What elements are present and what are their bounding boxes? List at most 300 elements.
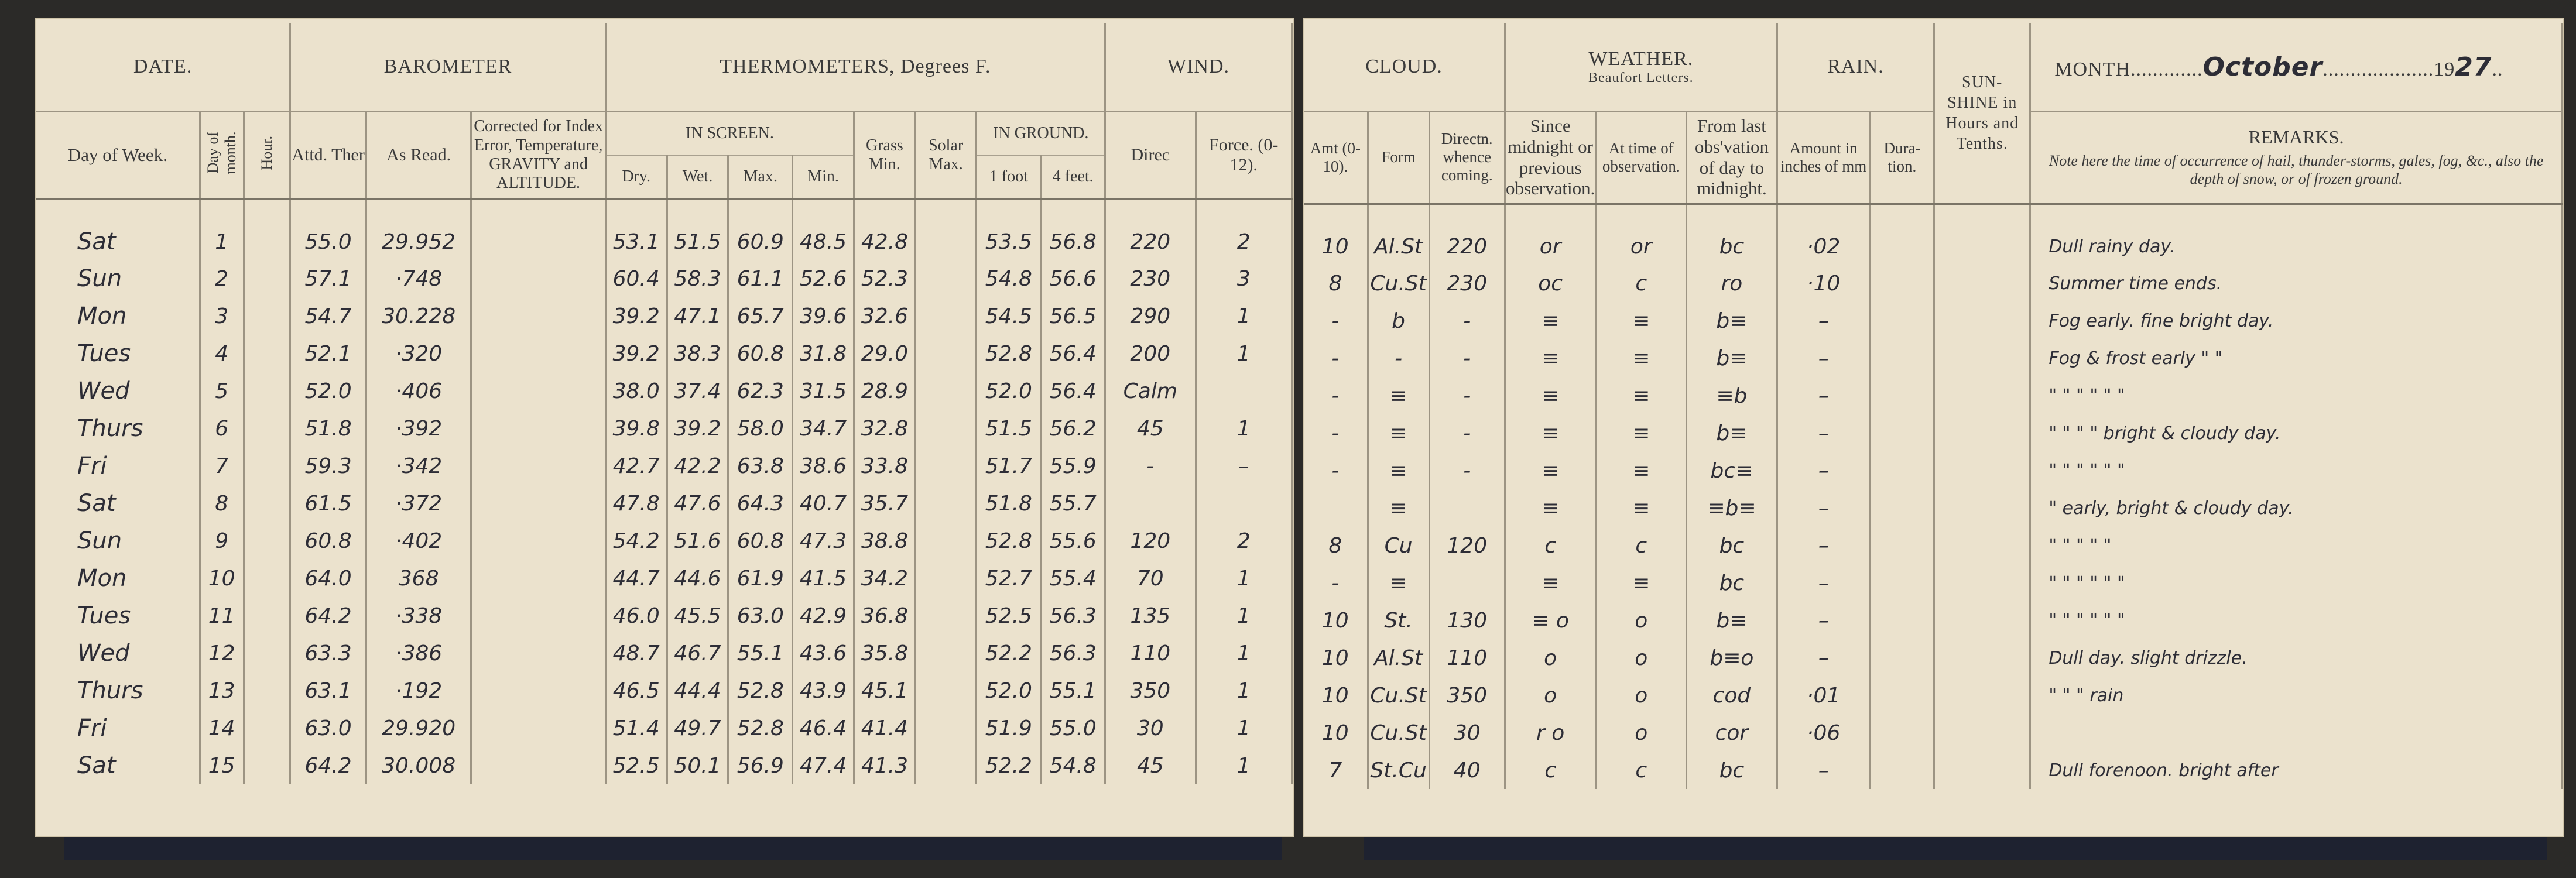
day-of-week-cell: Wed	[36, 372, 200, 410]
solar-max-cell	[915, 297, 977, 335]
ground-1ft-cell: 54.8	[977, 260, 1041, 297]
cloud-form-header: Form	[1368, 111, 1429, 204]
remarks-cell: Fog & frost early " "	[2030, 339, 2563, 377]
cloud-direction-cell: 30	[1429, 714, 1505, 752]
wind-direction-cell: 120	[1105, 522, 1196, 560]
corrected-cell	[471, 709, 605, 747]
cloud-form-cell: ≡	[1368, 564, 1429, 602]
solar-max-cell	[915, 560, 977, 597]
sunshine-cell	[1934, 527, 2030, 564]
attd-ther-cell: 61.5	[290, 485, 366, 522]
max-cell: 60.9	[728, 199, 793, 260]
wet-cell: 46.7	[667, 635, 728, 672]
weather-from-last-cell: bc	[1687, 752, 1777, 789]
attd-ther-cell: 60.8	[290, 522, 366, 560]
dry-cell: 38.0	[605, 372, 667, 410]
day-of-month-cell: 3	[200, 297, 244, 335]
wet-header: Wet.	[667, 155, 728, 199]
hour-cell	[244, 410, 290, 447]
max-cell: 60.8	[728, 335, 793, 372]
ground-4ft-cell: 56.3	[1041, 597, 1105, 635]
wind-force-cell	[1195, 485, 1292, 522]
max-cell: 61.1	[728, 260, 793, 297]
left-table-row	[36, 560, 1292, 597]
cloud-direction-cell: 350	[1429, 677, 1505, 714]
corrected-cell	[471, 410, 605, 447]
cloud-form-cell: ≡	[1368, 452, 1429, 489]
grass-min-cell: 41.3	[854, 747, 916, 784]
dry-cell: 44.7	[605, 560, 667, 597]
weather-from-last-cell: cor	[1687, 714, 1777, 752]
max-cell: 52.8	[728, 672, 793, 709]
hour-cell	[244, 447, 290, 485]
right-page	[1303, 18, 2564, 837]
cloud-form-cell: ≡	[1368, 414, 1429, 452]
ground-4ft-cell: 55.1	[1041, 672, 1105, 709]
weather-since-cell: ≡	[1505, 564, 1595, 602]
barometer-reading-cell: ·406	[366, 372, 471, 410]
dry-cell: 53.1	[605, 199, 667, 260]
weather-since-cell: ≡	[1505, 452, 1595, 489]
grass-min-cell: 34.2	[854, 560, 916, 597]
left-table-row	[36, 335, 1292, 372]
cloud-direction-cell: 230	[1429, 265, 1505, 302]
corrected-cell	[471, 297, 605, 335]
cloud-group-header: CLOUD.	[1304, 23, 1505, 111]
cloud-direction-header: Directn. whence coming.	[1429, 111, 1505, 204]
day-of-month-cell: 4	[200, 335, 244, 372]
rain-amount-cell: –	[1777, 639, 1870, 677]
corrected-cell	[471, 522, 605, 560]
weather-at-time-cell: c	[1596, 265, 1687, 302]
ground-1ft-cell: 52.5	[977, 597, 1041, 635]
ground-4ft-cell: 54.8	[1041, 747, 1105, 784]
barometer-reading-cell: ·748	[366, 260, 471, 297]
rain-amount-cell: –	[1777, 377, 1870, 414]
cloud-form-cell: ≡	[1368, 377, 1429, 414]
hour-cell	[244, 560, 290, 597]
dry-cell: 48.7	[605, 635, 667, 672]
cloud-direction-cell: 130	[1429, 602, 1505, 639]
rain-duration-cell	[1870, 339, 1934, 377]
day-of-month-header: Day of month.	[200, 111, 244, 199]
wind-direction-cell: 290	[1105, 297, 1196, 335]
rain-amount-cell: –	[1777, 302, 1870, 339]
wet-cell: 45.5	[667, 597, 728, 635]
day-of-week-header: Day of Week.	[36, 111, 200, 199]
wind-direction-cell: Calm	[1105, 372, 1196, 410]
weather-since-cell: ≡	[1505, 339, 1595, 377]
weather-from-last-cell: bc	[1687, 564, 1777, 602]
cloud-amount-cell: 8	[1304, 527, 1368, 564]
hour-cell	[244, 672, 290, 709]
ground-1ft-cell: 52.2	[977, 747, 1041, 784]
wind-group-header: WIND.	[1105, 23, 1292, 111]
remarks-cell: " " " rain	[2030, 677, 2563, 714]
wind-force-cell: –	[1195, 447, 1292, 485]
day-of-week-cell: Sat	[36, 199, 200, 260]
day-of-week-cell: Sun	[36, 260, 200, 297]
right-table	[1304, 23, 2563, 789]
solar-max-cell	[915, 485, 977, 522]
thermometers-group-header: THERMOMETERS, Degrees F.	[605, 23, 1105, 111]
grass-min-cell: 45.1	[854, 672, 916, 709]
solar-max-cell	[915, 672, 977, 709]
cloud-direction-cell	[1429, 564, 1505, 602]
corrected-cell	[471, 372, 605, 410]
rain-duration-cell	[1870, 639, 1934, 677]
rain-amount-cell: ·06	[1777, 714, 1870, 752]
min-header: Min.	[793, 155, 854, 199]
cloud-form-cell: Al.St	[1368, 639, 1429, 677]
wet-cell: 44.6	[667, 560, 728, 597]
wind-direction-cell: 30	[1105, 709, 1196, 747]
right-table-row	[1304, 564, 2563, 602]
right-table-row	[1304, 204, 2563, 265]
ground-4ft-cell: 55.0	[1041, 709, 1105, 747]
cloud-amount-cell: 10	[1304, 639, 1368, 677]
cloud-direction-cell: -	[1429, 377, 1505, 414]
day-of-month-cell: 9	[200, 522, 244, 560]
wind-force-cell: 1	[1195, 635, 1292, 672]
rain-amount-cell: –	[1777, 527, 1870, 564]
attd-ther-cell: 63.0	[290, 709, 366, 747]
solar-max-cell	[915, 635, 977, 672]
remarks-cell: Dull forenoon. bright after	[2030, 752, 2563, 789]
weather-from-last-cell: ≡b	[1687, 377, 1777, 414]
weather-since-cell: or	[1505, 204, 1595, 265]
wet-cell: 37.4	[667, 372, 728, 410]
barometer-reading-cell: 368	[366, 560, 471, 597]
hour-cell	[244, 372, 290, 410]
right-table-row	[1304, 265, 2563, 302]
left-table-row	[36, 485, 1292, 522]
weather-at-time-cell: c	[1596, 527, 1687, 564]
wind-direction-cell: 135	[1105, 597, 1196, 635]
right-table-row	[1304, 639, 2563, 677]
left-table-row	[36, 672, 1292, 709]
weather-at-time-cell: or	[1596, 204, 1687, 265]
remarks-cell: Fog early. fine bright day.	[2030, 302, 2563, 339]
weather-since-cell: oc	[1505, 265, 1595, 302]
cloud-direction-cell: -	[1429, 414, 1505, 452]
max-cell: 55.1	[728, 635, 793, 672]
min-cell: 31.8	[793, 335, 854, 372]
grass-min-cell: 42.8	[854, 199, 916, 260]
left-table-row	[36, 297, 1292, 335]
weather-at-time-cell: ≡	[1596, 302, 1687, 339]
weather-from-last-cell: bc	[1687, 204, 1777, 265]
rain-duration-header: Dura-tion.	[1870, 111, 1934, 204]
ground-1ft-cell: 52.2	[977, 635, 1041, 672]
sunshine-cell	[1934, 339, 2030, 377]
weather-at-time-cell: c	[1596, 752, 1687, 789]
grass-min-cell: 28.9	[854, 372, 916, 410]
ground-4ft-cell: 56.8	[1041, 199, 1105, 260]
wind-force-cell: 1	[1195, 747, 1292, 784]
right-table-row	[1304, 339, 2563, 377]
grass-min-header: Grass Min.	[854, 111, 916, 199]
rain-amount-cell: –	[1777, 339, 1870, 377]
right-table-row	[1304, 677, 2563, 714]
sunshine-cell	[1934, 489, 2030, 527]
hour-cell	[244, 747, 290, 784]
corrected-cell	[471, 635, 605, 672]
remarks-cell: " " " " " "	[2030, 377, 2563, 414]
hour-cell	[244, 522, 290, 560]
solar-max-cell	[915, 709, 977, 747]
max-cell: 56.9	[728, 747, 793, 784]
rain-amount-cell: –	[1777, 489, 1870, 527]
min-cell: 31.5	[793, 372, 854, 410]
ground-4ft-cell: 56.3	[1041, 635, 1105, 672]
min-cell: 43.9	[793, 672, 854, 709]
grass-min-cell: 32.8	[854, 410, 916, 447]
dry-cell: 60.4	[605, 260, 667, 297]
wet-cell: 47.1	[667, 297, 728, 335]
cloud-amount-cell: -	[1304, 452, 1368, 489]
right-table-row	[1304, 527, 2563, 564]
day-of-month-cell: 12	[200, 635, 244, 672]
weather-at-time-cell: ≡	[1596, 377, 1687, 414]
ground-1ft-cell: 51.5	[977, 410, 1041, 447]
attd-ther-cell: 57.1	[290, 260, 366, 297]
day-of-week-cell: Sun	[36, 522, 200, 560]
min-cell: 48.5	[793, 199, 854, 260]
ground-1ft-cell: 51.7	[977, 447, 1041, 485]
remarks-cell: " early, bright & cloudy day.	[2030, 489, 2563, 527]
day-of-week-cell: Thurs	[36, 410, 200, 447]
dry-cell: 39.8	[605, 410, 667, 447]
corrected-cell	[471, 447, 605, 485]
dry-cell: 42.7	[605, 447, 667, 485]
sunshine-cell	[1934, 377, 2030, 414]
date-group-header: DATE.	[36, 23, 290, 111]
dry-cell: 54.2	[605, 522, 667, 560]
solar-max-cell	[915, 447, 977, 485]
cloud-amount-cell: -	[1304, 414, 1368, 452]
remarks-cell: Dull day. slight drizzle.	[2030, 639, 2563, 677]
weather-from-last-cell: b≡o	[1687, 639, 1777, 677]
cloud-amount-cell: -	[1304, 377, 1368, 414]
barometer-reading-cell: ·392	[366, 410, 471, 447]
attd-ther-cell: 52.1	[290, 335, 366, 372]
day-of-month-cell: 1	[200, 199, 244, 260]
left-table-row	[36, 447, 1292, 485]
cloud-form-cell: Cu	[1368, 527, 1429, 564]
weather-at-time-cell: o	[1596, 602, 1687, 639]
hour-cell	[244, 297, 290, 335]
wet-cell: 42.2	[667, 447, 728, 485]
rain-amount-cell: –	[1777, 564, 1870, 602]
dry-cell: 39.2	[605, 297, 667, 335]
rain-amount-cell: ·02	[1777, 204, 1870, 265]
left-table-row	[36, 747, 1292, 784]
sunshine-cell	[1934, 452, 2030, 489]
attd-ther-cell: 63.3	[290, 635, 366, 672]
wet-cell: 51.5	[667, 199, 728, 260]
rain-amount-cell: –	[1777, 752, 1870, 789]
wind-force-header: Force. (0-12).	[1195, 111, 1292, 199]
hour-cell	[244, 485, 290, 522]
wind-direction-cell: 45	[1105, 410, 1196, 447]
solar-max-cell	[915, 597, 977, 635]
weather-from-last-cell: ≡b≡	[1687, 489, 1777, 527]
hour-cell	[244, 199, 290, 260]
ground-4ft-cell: 55.9	[1041, 447, 1105, 485]
ground-4ft-cell: 56.4	[1041, 335, 1105, 372]
wind-force-cell: 1	[1195, 335, 1292, 372]
remarks-cell	[2030, 714, 2563, 752]
rain-duration-cell	[1870, 414, 1934, 452]
rain-amount-cell: –	[1777, 602, 1870, 639]
right-table-body	[1304, 204, 2563, 789]
max-cell: 52.8	[728, 709, 793, 747]
rain-group-header: RAIN.	[1777, 23, 1934, 111]
corrected-cell	[471, 597, 605, 635]
solar-max-cell	[915, 372, 977, 410]
in-screen-header: IN SCREEN.	[605, 111, 854, 155]
rain-duration-cell	[1870, 602, 1934, 639]
wind-force-cell: 2	[1195, 522, 1292, 560]
ground-4ft-cell: 56.5	[1041, 297, 1105, 335]
grass-min-cell: 33.8	[854, 447, 916, 485]
month-header: MONTH.............October....................1927..	[2030, 23, 2563, 111]
remarks-cell: " " " " bright & cloudy day.	[2030, 414, 2563, 452]
corrected-cell	[471, 747, 605, 784]
left-table-row	[36, 709, 1292, 747]
wind-force-cell: 1	[1195, 560, 1292, 597]
cloud-amount-cell	[1304, 489, 1368, 527]
remarks-cell: " " " " " "	[2030, 452, 2563, 489]
day-of-week-cell: Sat	[36, 747, 200, 784]
grass-min-cell: 36.8	[854, 597, 916, 635]
day-of-month-cell: 13	[200, 672, 244, 709]
day-of-month-cell: 5	[200, 372, 244, 410]
max-cell: 61.9	[728, 560, 793, 597]
left-table-row	[36, 522, 1292, 560]
cloud-amount-cell: -	[1304, 302, 1368, 339]
cloud-amount-cell: 10	[1304, 204, 1368, 265]
sunshine-cell	[1934, 265, 2030, 302]
min-cell: 38.6	[793, 447, 854, 485]
cloud-form-cell: Cu.St	[1368, 677, 1429, 714]
right-table-row	[1304, 302, 2563, 339]
wind-direction-cell: 70	[1105, 560, 1196, 597]
ground-4ft-cell: 55.6	[1041, 522, 1105, 560]
min-cell: 47.4	[793, 747, 854, 784]
rain-duration-cell	[1870, 489, 1934, 527]
day-of-week-cell: Fri	[36, 447, 200, 485]
rain-duration-cell	[1870, 452, 1934, 489]
wind-force-cell	[1195, 372, 1292, 410]
at-time-header: At time of observation.	[1596, 111, 1687, 204]
cloud-amount-cell: -	[1304, 564, 1368, 602]
cloud-form-cell: Cu.St	[1368, 714, 1429, 752]
wind-direction-cell: 110	[1105, 635, 1196, 672]
attd-ther-cell: 64.2	[290, 747, 366, 784]
wet-cell: 58.3	[667, 260, 728, 297]
solar-max-cell	[915, 335, 977, 372]
weather-from-last-cell: ro	[1687, 265, 1777, 302]
book-edge-right	[1364, 837, 2547, 860]
day-of-month-cell: 8	[200, 485, 244, 522]
day-of-month-cell: 6	[200, 410, 244, 447]
left-table-row	[36, 597, 1292, 635]
corrected-header: Corrected for Index Error, Temperature, GRAVITY and ALTITUDE.	[471, 111, 605, 199]
wind-direction-cell	[1105, 485, 1196, 522]
left-table-row	[36, 635, 1292, 672]
weather-at-time-cell: o	[1596, 677, 1687, 714]
weather-at-time-cell: ≡	[1596, 564, 1687, 602]
wind-force-cell: 1	[1195, 709, 1292, 747]
ground-1ft-cell: 52.7	[977, 560, 1041, 597]
left-group-header-row	[36, 23, 1292, 111]
cloud-amount-cell: 10	[1304, 714, 1368, 752]
day-of-week-cell: Mon	[36, 297, 200, 335]
barometer-reading-cell: ·192	[366, 672, 471, 709]
solar-max-cell	[915, 522, 977, 560]
weather-since-cell: o	[1505, 677, 1595, 714]
wind-direction-cell: 45	[1105, 747, 1196, 784]
sunshine-cell	[1934, 602, 2030, 639]
left-table-row	[36, 260, 1292, 297]
remarks-cell: " " " " " "	[2030, 602, 2563, 639]
wind-direction-cell: 350	[1105, 672, 1196, 709]
max-cell: 58.0	[728, 410, 793, 447]
four-feet-header: 4 feet.	[1041, 155, 1105, 199]
min-cell: 43.6	[793, 635, 854, 672]
cloud-form-cell: Cu.St	[1368, 265, 1429, 302]
hour-header: Hour.	[244, 111, 290, 199]
in-ground-header: IN GROUND.	[977, 111, 1105, 155]
rain-duration-cell	[1870, 714, 1934, 752]
attd-ther-cell: 54.7	[290, 297, 366, 335]
rain-duration-cell	[1870, 677, 1934, 714]
cloud-form-cell: St.	[1368, 602, 1429, 639]
weather-from-last-cell: b≡	[1687, 302, 1777, 339]
remarks-cell: Summer time ends.	[2030, 265, 2563, 302]
wet-cell: 49.7	[667, 709, 728, 747]
day-of-month-cell: 2	[200, 260, 244, 297]
wind-direction-cell: -	[1105, 447, 1196, 485]
cloud-amt-header: Amt (0-10).	[1304, 111, 1368, 204]
weather-from-last-cell: b≡	[1687, 414, 1777, 452]
ground-4ft-cell: 56.2	[1041, 410, 1105, 447]
rain-duration-cell	[1870, 564, 1934, 602]
weather-at-time-cell: ≡	[1596, 489, 1687, 527]
corrected-cell	[471, 260, 605, 297]
day-of-week-cell: Wed	[36, 635, 200, 672]
day-of-month-cell: 15	[200, 747, 244, 784]
cloud-direction-cell: 40	[1429, 752, 1505, 789]
ground-1ft-cell: 52.8	[977, 522, 1041, 560]
wind-force-cell: 1	[1195, 597, 1292, 635]
weather-since-cell: r o	[1505, 714, 1595, 752]
hour-cell	[244, 597, 290, 635]
weather-since-cell: c	[1505, 527, 1595, 564]
cloud-amount-cell: 10	[1304, 602, 1368, 639]
attd-ther-cell: 52.0	[290, 372, 366, 410]
right-table-row	[1304, 714, 2563, 752]
attd-ther-cell: 64.0	[290, 560, 366, 597]
left-table	[36, 23, 1293, 784]
one-foot-header: 1 foot	[977, 155, 1041, 199]
barometer-reading-cell: 30.008	[366, 747, 471, 784]
left-page	[35, 18, 1294, 837]
right-table-row	[1304, 602, 2563, 639]
rain-duration-cell	[1870, 752, 1934, 789]
